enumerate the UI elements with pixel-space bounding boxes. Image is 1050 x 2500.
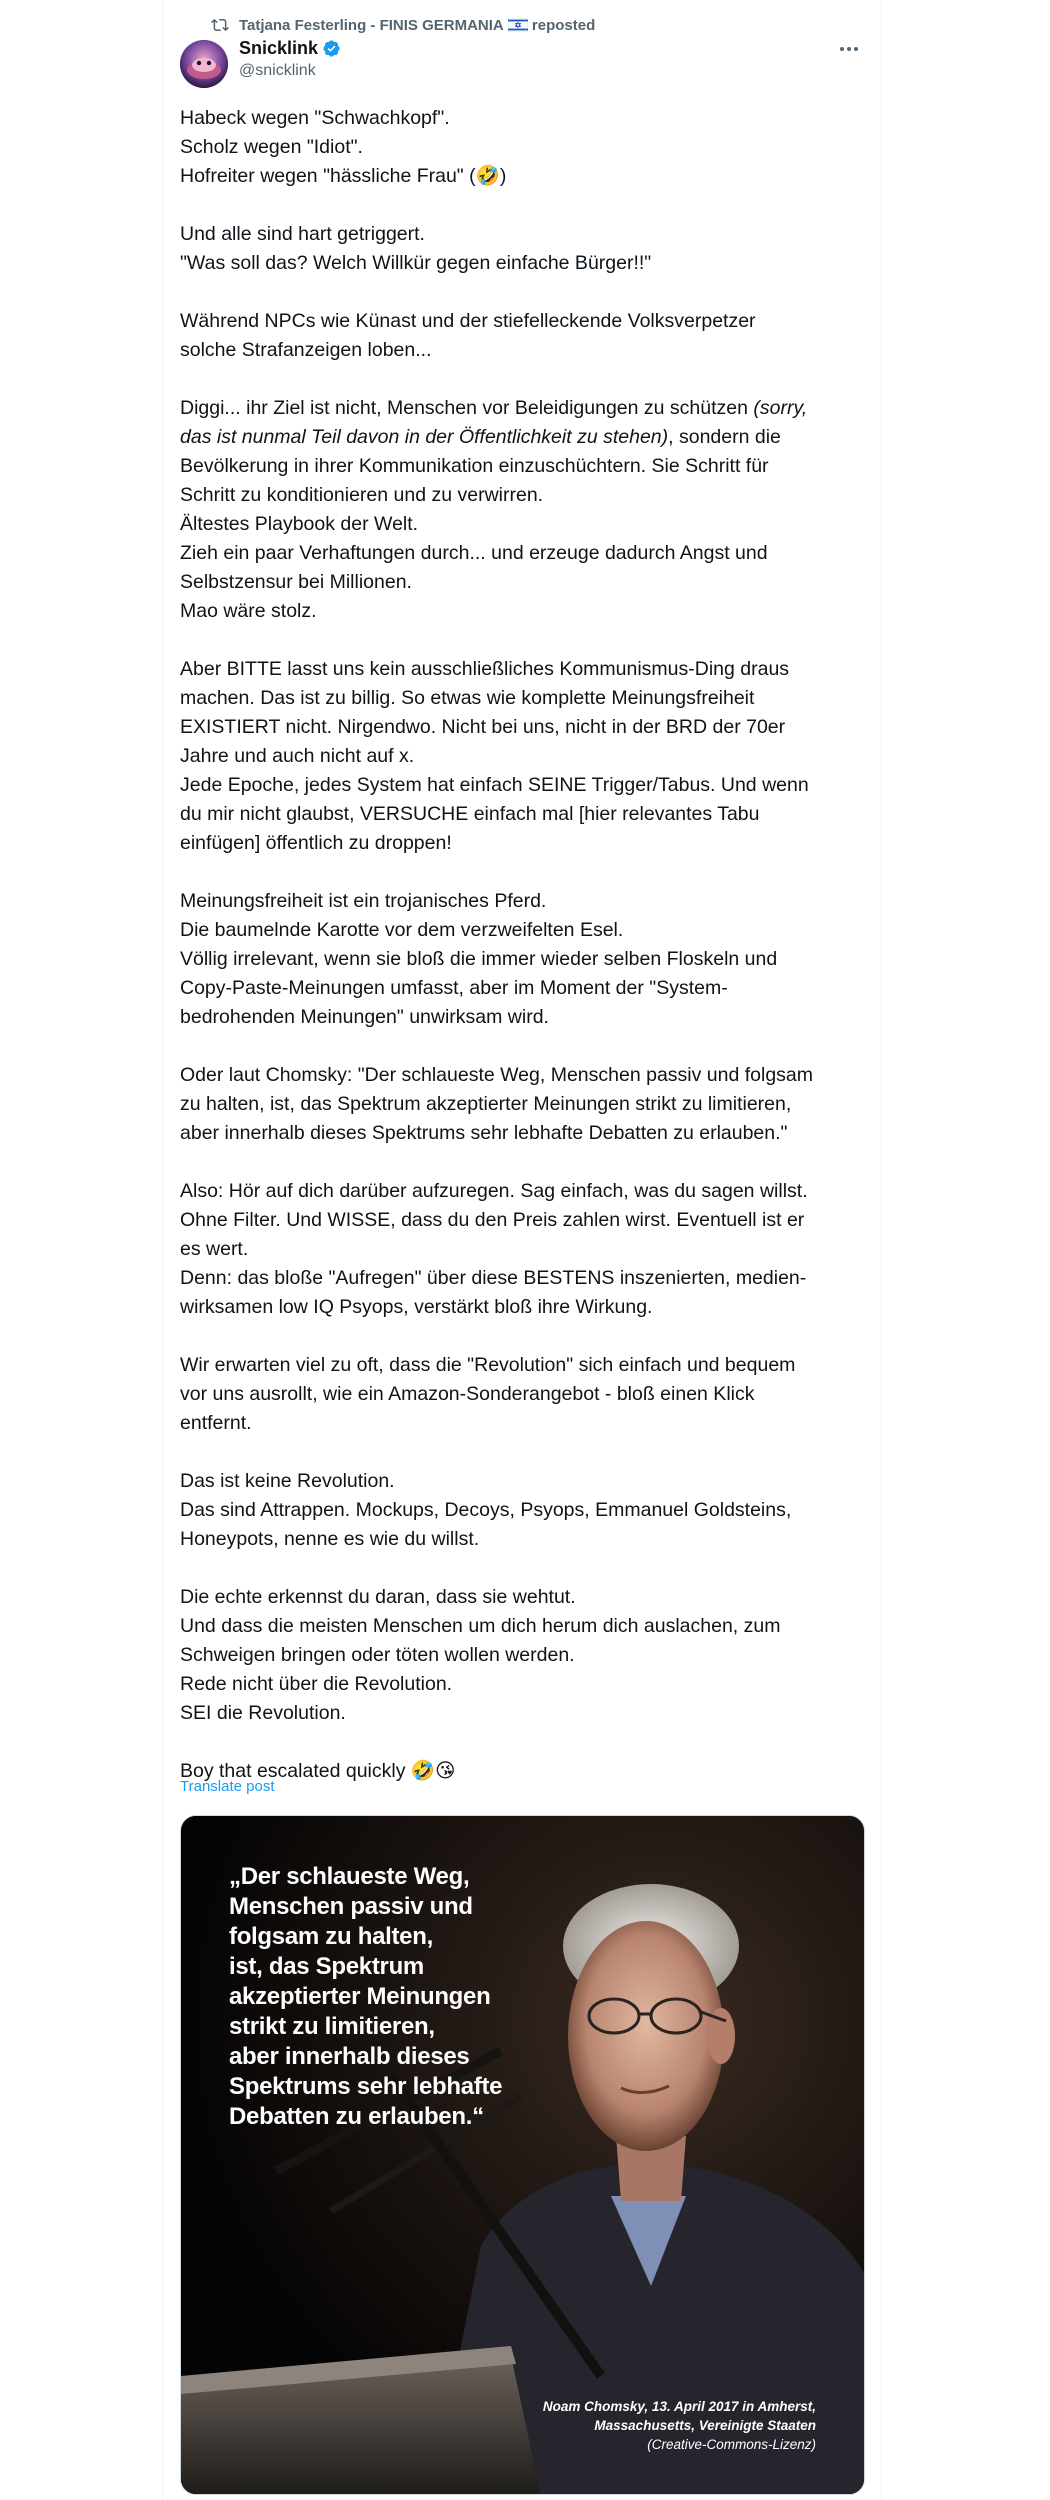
quote-line: Debatten zu erlauben.“ [229,2103,484,2130]
post-text [180,104,870,1786]
post-line: Jede Epoche, jedes System hat einfach SEINE Trigger/Tabus. Und wenn [180,774,809,796]
post-line: Meinungsfreiheit ist ein trojanisches Pferd. [180,890,547,912]
post-line: vor uns ausrollt, wie ein Amazon-Sonderangebot - bloß einen Klick [180,1383,755,1405]
post-line: Die echte erkennst du daran, dass sie wehtut. [180,1586,576,1608]
post-line: Mao wäre stolz. [180,600,317,622]
quote-line: „Der schlaueste Weg, [229,1863,470,1890]
italic-fragment: (sorry, [747,397,808,419]
quote-line: folgsam zu halten, [229,1923,433,1950]
more-dot-icon [847,47,851,51]
more-options-button[interactable] [835,40,863,58]
post-paragraph [180,1351,870,1438]
avatar[interactable] [180,40,228,88]
quote-line: ist, das Spektrum [229,1953,424,1980]
author-name-text[interactable]: Snicklink [239,38,319,58]
post-line: "Was soll das? Welch Willkür gegen einfache Bürger!!" [180,252,652,274]
post-paragraph [180,104,870,191]
post-line: machen. Das ist zu billig. So etwas wie komplette Meinungsfreiheit [180,687,755,709]
post-line: SEI die Revolution. [180,1702,346,1724]
post-line: zu halten, ist, das Spektrum akzeptierter Meinungen strikt zu limitieren, [180,1093,792,1115]
image-quote [229,1862,549,2132]
post-line: Hofreiter wegen "hässliche Frau" (🤣) [180,165,507,187]
post-paragraph [180,220,870,278]
post-paragraph [180,887,870,1032]
post-line: Honeypots, nenne es wie du willst. [180,1528,480,1550]
post-paragraph [180,1061,870,1148]
timeline-column [162,0,882,2500]
post-line: Völlig irrelevant, wenn sie bloß die immer wieder selben Floskeln und [180,948,778,970]
post-line: entfernt. [180,1412,252,1434]
post-line: es wert. [180,1238,249,1260]
post-line: Und dass die meisten Menschen um dich herum dich auslachen, zum [180,1615,781,1637]
post-line: solche Strafanzeigen loben... [180,339,432,361]
repost-icon [211,16,229,34]
post-line: Und alle sind hart getriggert. [180,223,425,245]
quote-line: Spektrums sehr lebhafte [229,2073,503,2100]
post-image[interactable] [180,1815,865,2495]
post-line: Diggi... ihr Ziel ist nicht, Menschen vor Beleidigungen zu schützen (sorry, [180,397,808,419]
caption-line: Massachusetts, Vereinigte Staaten [594,2418,816,2433]
post-line: Wir erwarten viel zu oft, dass die "Revolution" sich einfach und bequem [180,1354,796,1376]
quote-line: akzeptierter Meinungen [229,1983,491,2010]
post-line: Während NPCs wie Künast und der stiefelleckende Volksverpetzer [180,310,756,332]
post-line: Habeck wegen "Schwachkopf". [180,107,450,129]
post-line: Bevölkerung in ihrer Kommunikation einzuschüchtern. Sie Schritt für [180,455,769,477]
post-line: das ist nunmal Teil davon in der Öffentlichkeit zu stehen), sondern die [180,426,781,448]
post-paragraph [180,655,870,858]
post-line: Rede nicht über die Revolution. [180,1673,453,1695]
israel-flag-icon [508,18,528,32]
image-caption [543,2397,816,2454]
post-line: Denn: das bloße "Aufregen" über diese BESTENS inszenierten, medien- [180,1267,807,1289]
post-paragraph [180,1177,870,1322]
post-line: Jahre und auch nicht auf x. [180,745,415,767]
translate-post-link[interactable]: Translate post [180,1778,275,1795]
post-line: aber innerhalb dieses Spektrums sehr lebhafte Debatten zu erlauben." [180,1122,788,1144]
post-line: Die baumelnde Karotte vor dem verzweifelten Esel. [180,919,624,941]
post-line: bedrohenden Meinungen" unwirksam wird. [180,1006,549,1028]
image-license: (Creative-Commons-Lizenz) [647,2437,816,2452]
post-paragraph [180,1467,870,1554]
post-paragraph [180,1583,870,1728]
post-paragraph [180,394,870,626]
post-line: Selbstzensur bei Millionen. [180,571,412,593]
author-info[interactable] [239,38,341,80]
post-line: Aber BITTE lasst uns kein ausschließliches Kommunismus-Ding draus [180,658,790,680]
post-line: Zieh ein paar Verhaftungen durch... und erzeuge dadurch Angst und [180,542,768,564]
post-line: Das sind Attrappen. Mockups, Decoys, Psyops, Emmanuel Goldsteins, [180,1499,792,1521]
author-handle[interactable]: @snicklink [239,62,316,79]
post-line: EXISTIERT nicht. Nirgendwo. Nicht bei uns, nicht in der BRD der 70er [180,716,786,738]
post-line: Scholz wegen "Idiot". [180,136,363,158]
quote-line: Menschen passiv und [229,1893,473,1920]
italic-fragment: das ist nunmal Teil davon in der Öffentlichkeit zu stehen) [180,426,669,448]
post-line: Ältestes Playbook der Welt. [180,513,419,535]
caption-line: Noam Chomsky, 13. April 2017 in Amherst, [542,2399,816,2414]
avatar-image [180,40,228,88]
more-dot-icon [840,47,844,51]
post-line: Also: Hör auf dich darüber aufzuregen. Sag einfach, was du sagen willst. [180,1180,808,1202]
repost-suffix: reposted [531,16,596,34]
post-line: Oder laut Chomsky: "Der schlaueste Weg, Menschen passiv und folgsam [180,1064,814,1086]
post-line: wirksamen low IQ Psyops, verstärkt bloß ihre Wirkung. [180,1296,653,1318]
post-line: Schritt zu konditionieren und zu verwirren. [180,484,544,506]
more-dot-icon [854,47,858,51]
quote-line: aber innerhalb dieses [229,2043,470,2070]
post-line: Ohne Filter. Und WISSE, dass du den Preis zahlen wirst. Eventuell ist er [180,1209,805,1231]
post-line: Copy-Paste-Meinungen umfasst, aber im Moment der "System- [180,977,728,999]
post-line: Schweigen bringen oder töten wollen werden. [180,1644,575,1666]
post-line: Das ist keine Revolution. [180,1470,395,1492]
author-display-name[interactable] [239,38,341,59]
post-paragraph [180,1757,870,1786]
repost-indicator[interactable] [211,14,595,36]
post-line: einfügen] öffentlich zu droppen! [180,832,452,854]
post-paragraph [180,307,870,365]
post-line: du mir nicht glaubst, VERSUCHE einfach mal [hier relevantes Tabu [180,803,760,825]
quote-line: strikt zu limitieren, [229,2013,435,2040]
repost-user-label[interactable]: Tatjana Festerling - FINIS GERMANIA [239,16,504,34]
post-line: Boy that escalated quickly 🤣😘 [180,1760,456,1782]
verified-badge-icon [322,39,341,58]
